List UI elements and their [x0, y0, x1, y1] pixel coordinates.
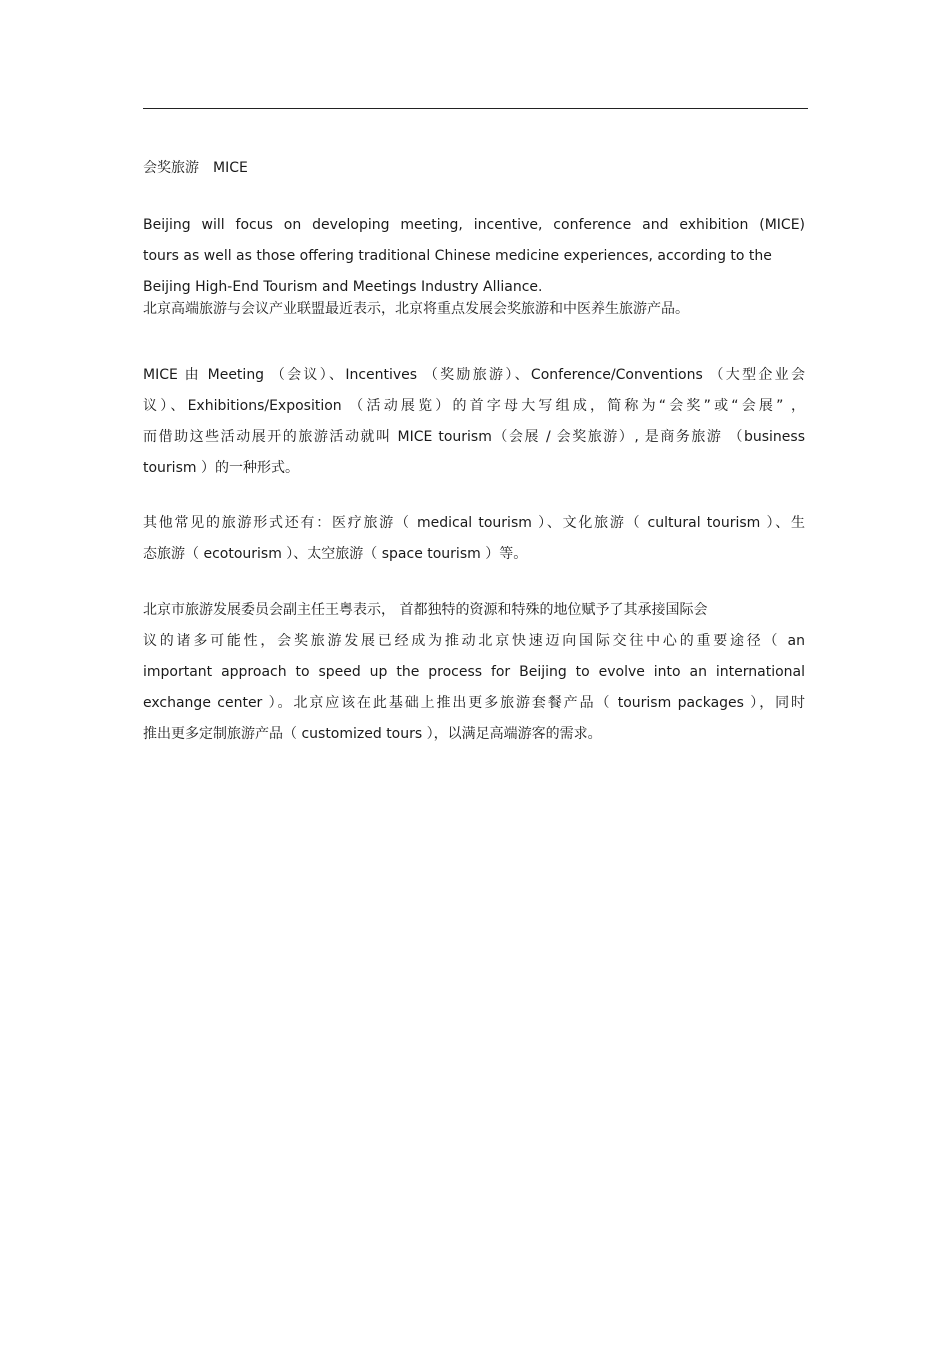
- section-title-zh: 会奖旅游: [143, 160, 199, 176]
- section-title: [143, 158, 248, 178]
- paragraph-line: tours as well as those offering traditional Chinese medicine experiences, according to the: [143, 248, 772, 264]
- paragraph-line: MICE 由 Meeting （会议）、Incentives （奖励旅游）、Conference/Conventions （大型企业会: [143, 367, 805, 383]
- paragraph-line: 北京高端旅游与会议产业联盟最近表示，北京将重点发展会奖旅游和中医养生旅游产品。: [143, 301, 689, 317]
- paragraph-line: 推出更多定制旅游产品（ customized tours ），以满足高端游客的需求。: [143, 726, 602, 742]
- paragraph-3: [143, 508, 805, 570]
- paragraph-4: [143, 595, 805, 750]
- paragraph-line: 其他常见的旅游形式还有：医疗旅游（ medical tourism ）、文化旅游（ cultural tourism ）、生: [143, 515, 805, 531]
- section-title-en: MICE: [213, 160, 248, 176]
- paragraph-line: 北京市旅游发展委员会副主任王粤表示， 首都独特的资源和特殊的地位赋予了其承接国际会: [143, 602, 708, 618]
- paragraph-line: tourism ）的一种形式。: [143, 460, 299, 476]
- paragraph-line: 议）、Exhibitions/Exposition （活动展览）的首字母大写组成，简称为“会奖”或“会展” ，: [143, 398, 805, 414]
- paragraph-line: exchange center ）。北京应该在此基础上推出更多旅游套餐产品（ tourism packages ），同时: [143, 695, 805, 711]
- paragraph-line: 态旅游（ ecotourism ）、太空旅游（ space tourism ）等。: [143, 546, 528, 562]
- paragraph-1: [143, 210, 805, 319]
- paragraph-2: [143, 360, 805, 484]
- paragraph-line: important approach to speed up the process for Beijing to evolve into an international: [143, 664, 805, 680]
- paragraph-line: Beijing will focus on developing meeting, incentive, conference and exhibition (MICE): [143, 217, 805, 233]
- paragraph-line: 而借助这些活动展开的旅游活动就叫 MICE tourism（会展 / 会奖旅游）, 是商务旅游 （business: [143, 429, 805, 445]
- paragraph-line: Beijing High-End Tourism and Meetings Industry Alliance.: [143, 279, 543, 295]
- header-rule: [143, 108, 808, 109]
- paragraph-line: 议的诸多可能性，会奖旅游发展已经成为推动北京快速迈向国际交往中心的重要途径（ an: [143, 633, 805, 649]
